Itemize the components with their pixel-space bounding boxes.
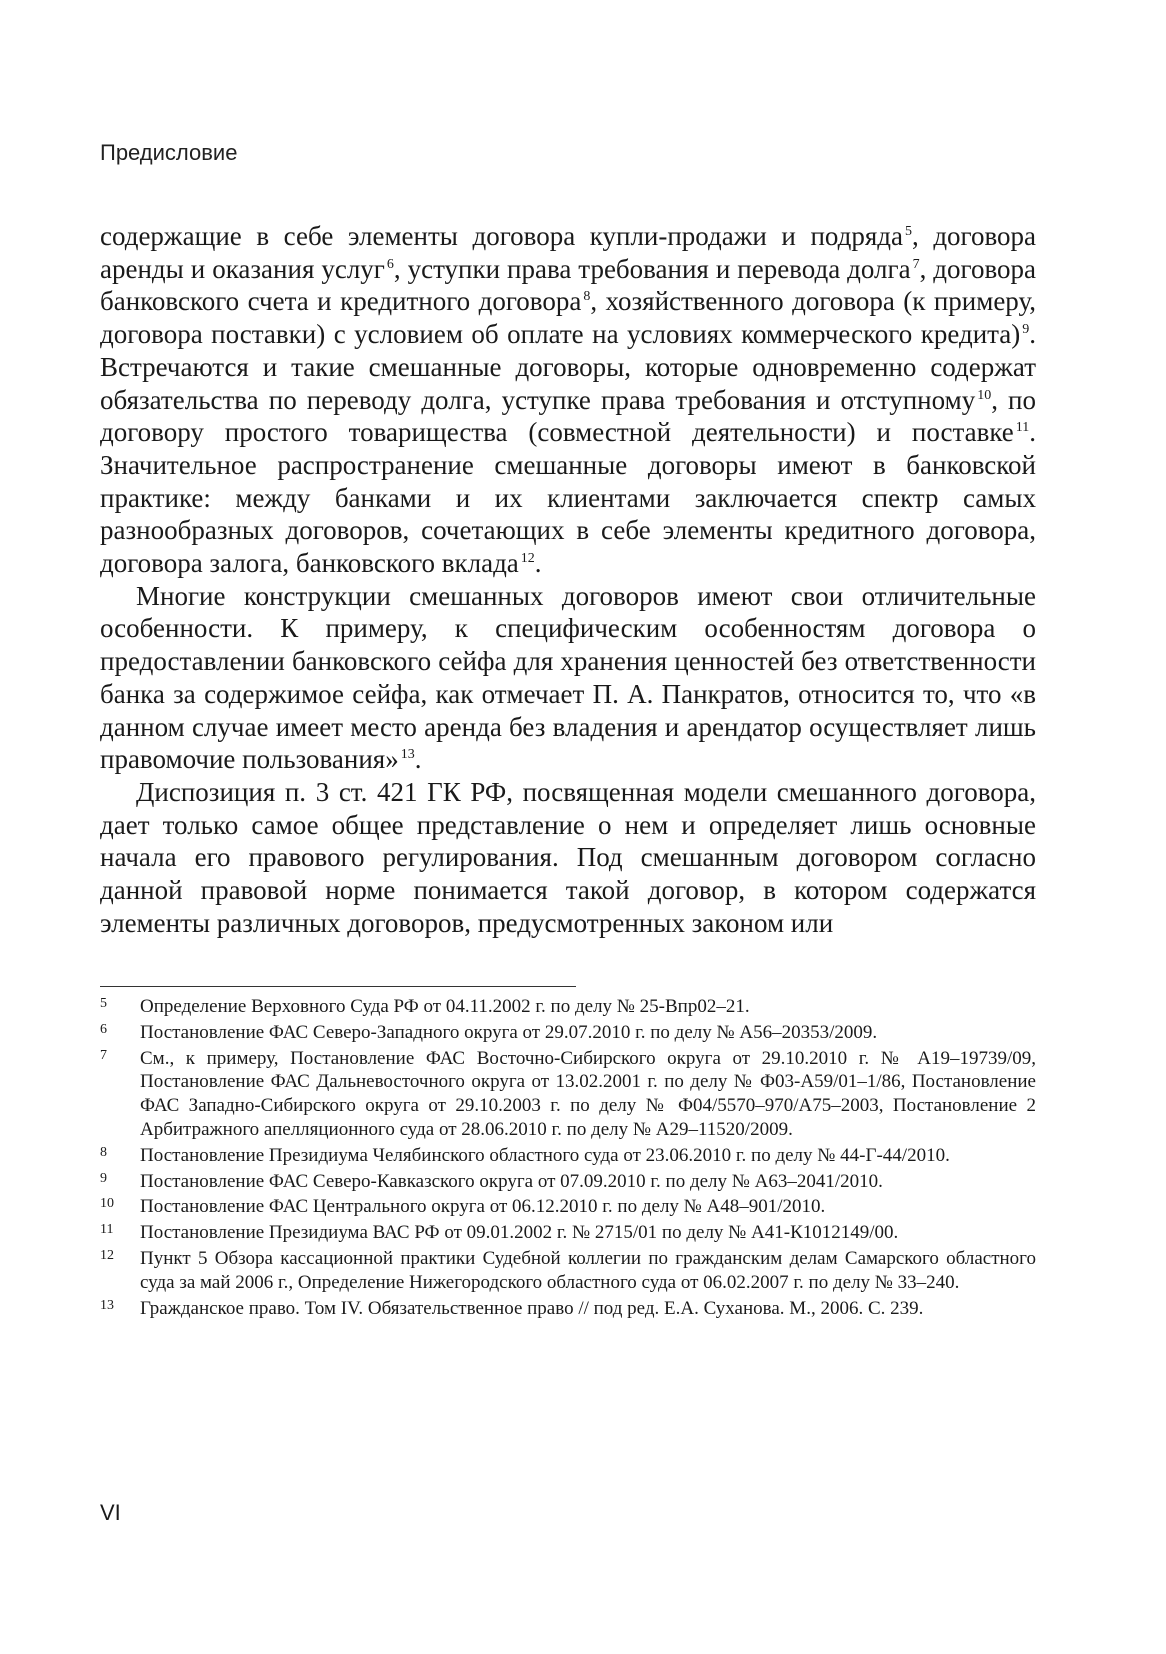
footnote	[100, 1297, 1036, 1321]
footnote-ref[interactable]: 13	[400, 747, 415, 763]
footnote-number: 12	[100, 1247, 114, 1263]
running-header: Предисловие	[100, 140, 238, 165]
footnote	[100, 1170, 1036, 1194]
footnote	[100, 1144, 1036, 1168]
footnote	[100, 995, 1036, 1019]
footnote-ref[interactable]: 7	[912, 256, 920, 272]
body-text	[100, 220, 1036, 939]
footnote-text: Гражданское право. Том IV. Обязательственное право // под ред. Е.А. Суханова. М., 2006. С. 239.	[140, 1297, 924, 1319]
footnote-text: Пункт 5 Обзора кассационной практики Судебной коллегии по гражданским делам Самарского областного суда за май 2006 г., Определение Нижегородского областного суда от 06.02.2007 г. по делу № 33–240.	[140, 1247, 1036, 1293]
paragraph: содержащие в себе элементы договора купли-продажи и подряда $^5$, договора аренды и оказания услуг $^6$, уступки права требования и перевода долга $^7$, договора банковского счета и кредитного договора $^8$, хозяйственного договора (к примеру, договора поставки) с условием об оплате на условиях коммерческого кредита) $^9$. Встречаются и такие смешанные договоры, которые одновременно содержат обязательства по переводу долга, уступке права требования и отступному $^{10}$, по договору простого товарищества (совместной деятельности) и поставке $^{11}$. Значительное распространение смешанные договоры имеют в банковской практике: между банками и их клиентами заключается спектр самых разнообразных договоров, сочетающих в себе элементы кредитного договора, договора залога, банковского вклада $^{12}$.	[100, 221, 1037, 579]
footnote-number: 6	[100, 1021, 107, 1037]
footnote	[100, 1221, 1036, 1245]
footnote-number: 9	[100, 1170, 107, 1186]
footnote	[100, 1021, 1036, 1045]
footnote-number: 10	[100, 1196, 114, 1212]
footnote-text: См., к примеру, Постановление ФАС Восточно-Сибирского округа от 29.10.2010 г. № А19–19739/09, Постановление ФАС Дальневосточного округа от 13.02.2001 г. по делу № Ф03-А59/01–1/86, Постановление ФАС Западно-Сибирского округа от 29.10.2003 г. по делу № Ф04/5570–970/А75–2003, Постановление 2 Арбитражного апелляционного суда от 28.06.2010 г. по делу № А29–11520/2009.	[140, 1047, 1036, 1140]
paragraph: Многие конструкции смешанных договоров имеют свои отличительные особенности. К примеру, к специфическим особенностям договора о предоставлении банковского сейфа для хранения ценностей без ответственности банка за содержимое сейфа, как отмечает П. А. Панкратов, относится то, что «в данном случае имеет место аренда без владения и арендатор осуществляет лишь правомочие пользования» $^{13}$.	[100, 580, 1036, 775]
footnote-text: Постановление ФАС Северо-Кавказского округа от 07.09.2010 г. по делу № А63–2041/2010.	[140, 1170, 883, 1192]
footnote-ref[interactable]: 10	[977, 387, 992, 403]
footnote	[100, 1195, 1036, 1219]
footnote-ref[interactable]: 11	[1015, 420, 1030, 436]
footnote-text: Постановление ФАС Центрального округа от 06.12.2010 г. по делу № А48–901/2010.	[140, 1196, 826, 1218]
paragraph: Диспозиция п. 3 ст. 421 ГК РФ, посвященная модели смешанного договора, дает только самое общее представление о нем и определяет лишь основные начала его правового регулирования. Под смешанным договором согласно данной правовой норме понимается такой договор, в котором содержатся элементы различных договоров, предусмотренных законом или	[100, 776, 1036, 938]
footnote-number: 5	[100, 996, 107, 1011]
footnote-separator	[100, 986, 576, 987]
footnote-ref[interactable]: 8	[583, 289, 591, 305]
footnote-number: 13	[100, 1297, 114, 1313]
footnote-number: 11	[100, 1222, 114, 1238]
footnotes	[100, 995, 1036, 1322]
footnote-number: 7	[100, 1047, 107, 1063]
footnote-text: Постановление Президиума Челябинского областного суда от 23.06.2010 г. по делу № 44-Г-44/2010.	[140, 1144, 950, 1166]
footnote-text: Постановление Президиума ВАС РФ от 09.01.2002 г. № 2715/01 по делу № А41-К1012149/00.	[140, 1222, 899, 1244]
footnote-ref[interactable]: 12	[520, 551, 535, 567]
footnote	[100, 1247, 1036, 1295]
footnote-ref[interactable]: 6	[386, 256, 394, 272]
footnote-text: Постановление ФАС Северо-Западного округа от 29.07.2010 г. по делу № А56–20353/2009.	[140, 1021, 878, 1043]
footnote-text: Определение Верховного Суда РФ от 04.11.2002 г. по делу № 25-Впр02–21.	[140, 996, 750, 1017]
footnote-number: 8	[100, 1144, 107, 1160]
footnote-ref[interactable]: 9	[1022, 322, 1030, 338]
footnote	[100, 1047, 1036, 1142]
footnote-ref[interactable]: 5	[905, 224, 912, 239]
page-number: VI	[100, 1500, 121, 1525]
